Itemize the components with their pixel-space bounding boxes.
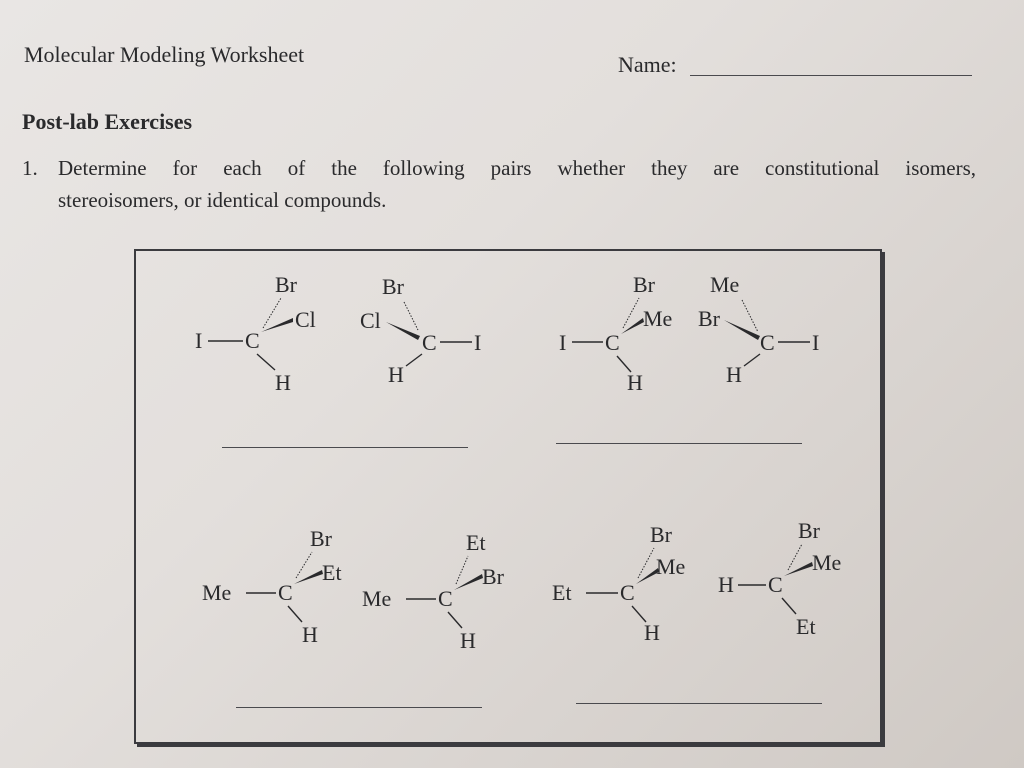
m3-top-label: Br [633, 272, 655, 297]
answer-line-4[interactable] [576, 703, 822, 704]
m5-left-label: Me [202, 580, 232, 605]
m1-wedge-bond [261, 318, 293, 332]
answer-line-2[interactable] [556, 443, 802, 444]
molecule-5 [202, 518, 362, 648]
m8-carbon: C [768, 572, 783, 597]
m6-top-label: Et [466, 530, 486, 555]
name-input-line[interactable] [690, 75, 972, 76]
m7-wedge-label: Me [656, 554, 686, 579]
molecule-7 [552, 518, 712, 648]
m2-bottom-label: H [388, 362, 404, 387]
m4-right-label: I [812, 330, 820, 355]
m1-bottom-label: H [275, 370, 291, 395]
molecule-1 [195, 270, 335, 400]
answer-line-1[interactable] [222, 447, 468, 448]
m6-carbon: C [438, 586, 453, 611]
m4-carbon: C [760, 330, 775, 355]
m1-left-label: I [195, 328, 203, 353]
m6-left-label: Me [362, 586, 392, 611]
m6-bottom-label: H [460, 628, 476, 653]
molecule-4 [698, 270, 838, 400]
m7-top-label: Br [650, 522, 672, 547]
molecule-3 [555, 270, 695, 400]
m6-wedge-label: Br [482, 564, 504, 589]
question-text-line1: Determine for each of the following pairs whether they are constitutional isomers, [58, 156, 976, 180]
m5-carbon: C [278, 580, 293, 605]
m7-bottom-label: H [644, 620, 660, 645]
m4-wedge-bond [724, 320, 760, 340]
m5-top-label: Br [310, 526, 332, 551]
molecule-2 [360, 270, 500, 400]
name-label: Name: [618, 52, 677, 77]
m5-wedge-label: Et [322, 560, 342, 585]
m8-top-label: Br [798, 518, 820, 543]
worksheet-title: Molecular Modeling Worksheet [24, 42, 305, 67]
molecule-8 [718, 512, 868, 642]
m2-carbon: C [422, 330, 437, 355]
m7-carbon: C [620, 580, 635, 605]
molecule-6 [362, 524, 522, 654]
m4-wedge-label: Br [698, 306, 720, 331]
m3-bottom-label: H [627, 370, 643, 395]
m7-left-label: Et [552, 580, 572, 605]
m2-right-label: I [474, 330, 482, 355]
m4-bottom-label: H [726, 362, 742, 387]
m1-top-label: Br [275, 272, 297, 297]
question-text-line2: stereoisomers, or identical compounds. [58, 188, 387, 212]
m6-wedge-bond [454, 574, 483, 590]
m1-carbon: C [245, 328, 260, 353]
m8-bottom-label: Et [796, 614, 816, 639]
m8-wedge-label: Me [812, 550, 842, 575]
m2-wedge-label: Cl [360, 308, 381, 333]
answer-line-3[interactable] [236, 707, 482, 708]
m2-top-label: Br [382, 274, 404, 299]
m3-carbon: C [605, 330, 620, 355]
m8-left-label: H [718, 572, 734, 597]
m4-top-label: Me [710, 272, 740, 297]
m3-wedge-label: Me [643, 306, 673, 331]
m5-bottom-label: H [302, 622, 318, 647]
section-title: Post-lab Exercises [22, 109, 193, 134]
m1-wedge-label: Cl [295, 307, 316, 332]
question-number: 1. [22, 156, 38, 180]
m3-wedge-bond [621, 318, 644, 334]
m5-wedge-bond [294, 570, 323, 584]
m3-left-label: I [559, 330, 567, 355]
